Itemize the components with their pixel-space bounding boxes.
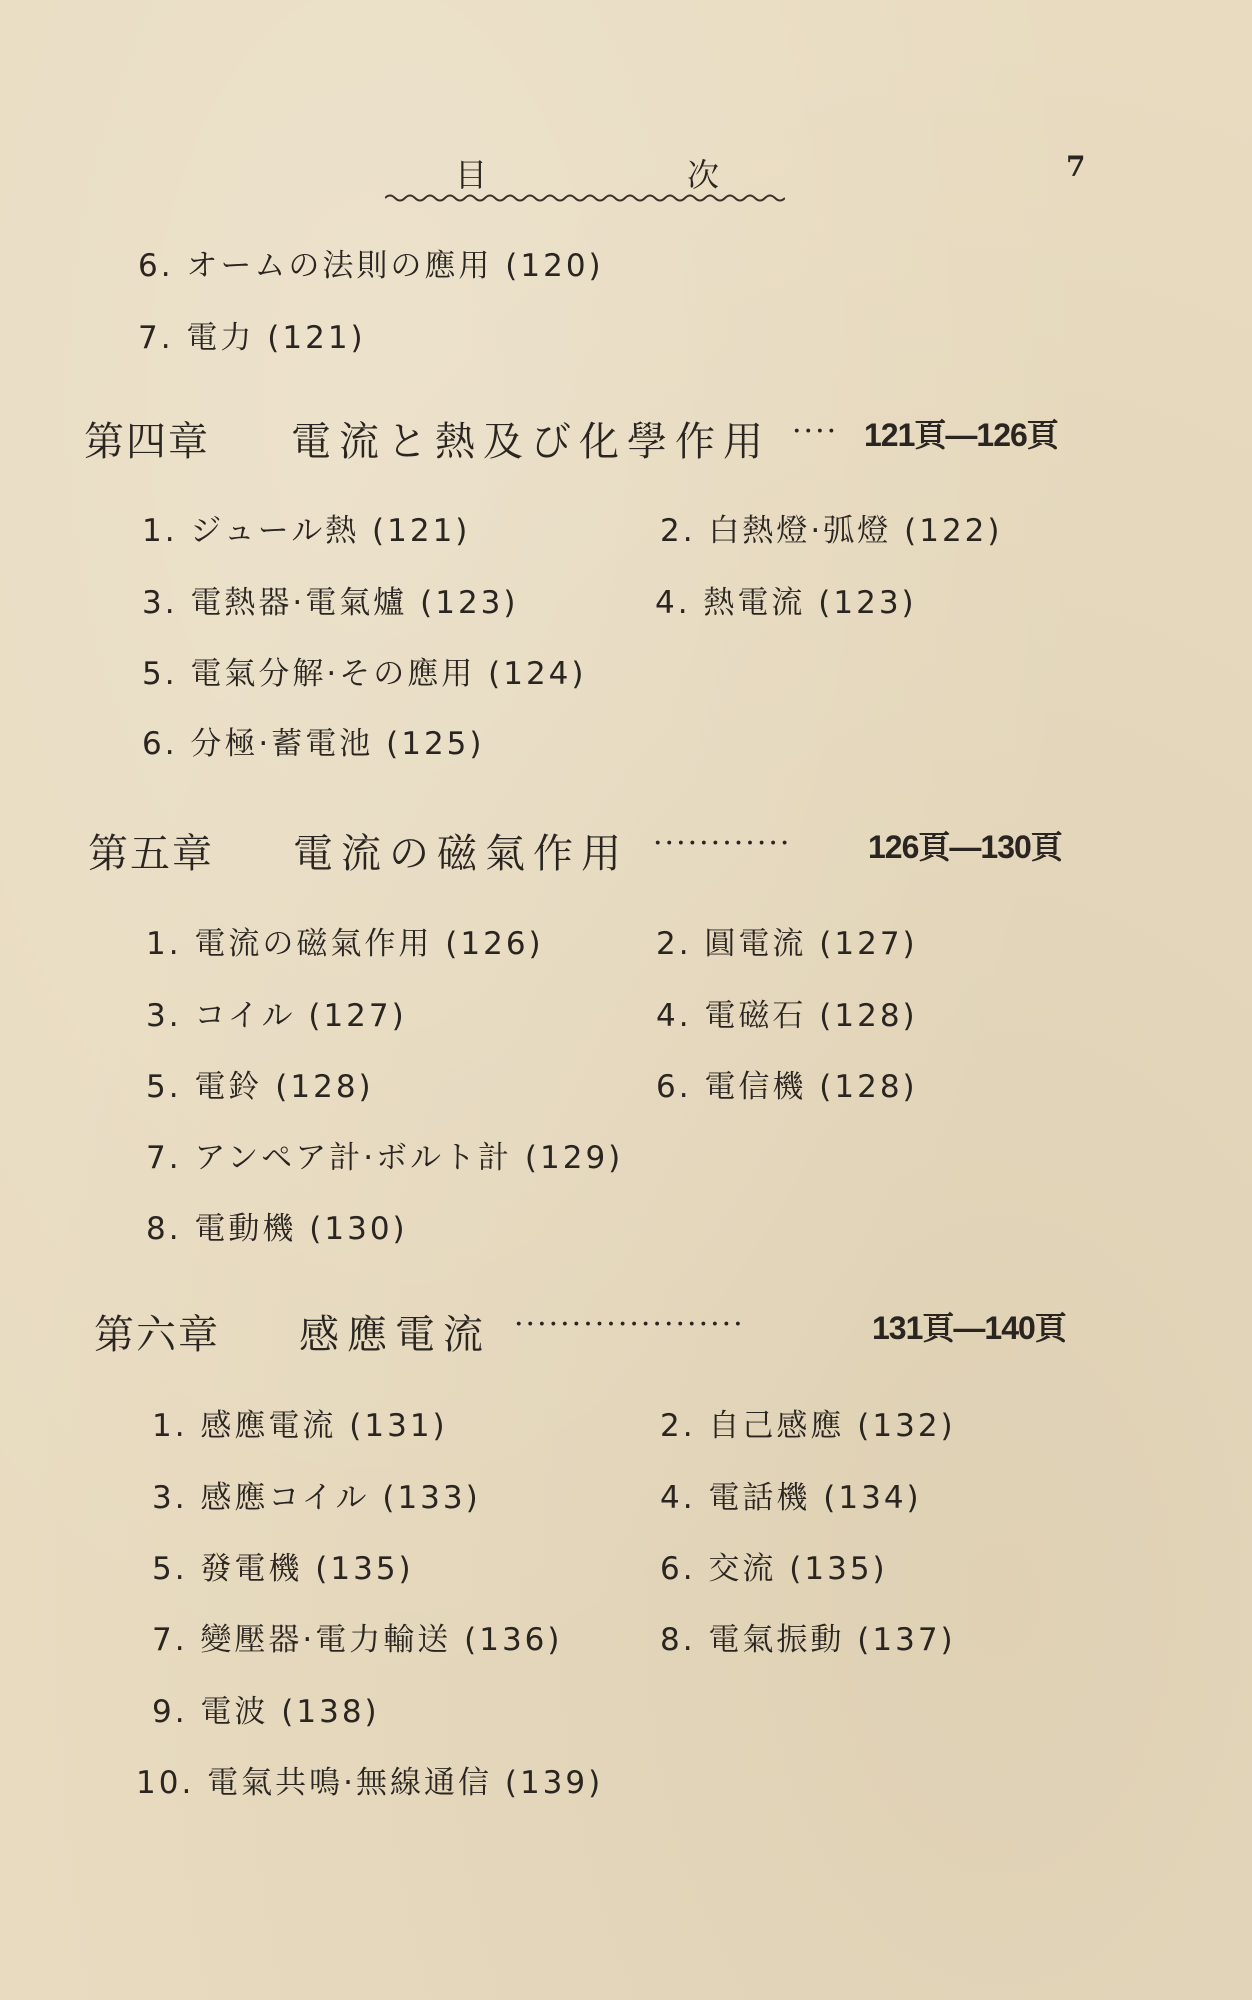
chapter-heading-4	[84, 410, 1058, 467]
running-title-right: 次	[687, 156, 720, 194]
chapter-page-range: 126頁—130頁	[868, 829, 1062, 865]
toc-entry: 5. 電鈴 (128)	[146, 1069, 374, 1105]
running-title-left: 目	[455, 156, 488, 194]
chapter-heading-6	[94, 1303, 1066, 1360]
chapter-page-range: 131頁—140頁	[872, 1310, 1066, 1346]
chapter-heading-5	[88, 822, 1062, 879]
toc-entry: 8. 電動機 (130)	[146, 1211, 408, 1247]
toc-entry: 9. 電波 (138)	[152, 1694, 380, 1730]
page-number: 7	[1066, 150, 1086, 183]
toc-entry: 7. 電力 (121)	[138, 320, 366, 356]
chapter-title: 電流の磁氣作用	[293, 831, 629, 877]
chapter-label: 第四章	[84, 419, 210, 465]
toc-entry: 6. 分極·蓄電池 (125)	[142, 726, 485, 762]
chapter-label: 第五章	[88, 831, 214, 877]
toc-entry: 4. 熱電流 (123)	[655, 585, 917, 621]
toc-entry: 3. 感應コイル (133)	[152, 1480, 481, 1516]
toc-entry: 3. 電熱器·電氣爐 (123)	[142, 585, 519, 621]
toc-entry: 6. オームの法則の應用 (120)	[138, 248, 604, 284]
toc-entry: 2. 自己感應 (132)	[660, 1408, 956, 1444]
toc-entry: 1. 電流の磁氣作用 (126)	[146, 926, 544, 962]
toc-entry: 4. 電磁石 (128)	[656, 998, 918, 1034]
toc-entry: 1. 感應電流 (131)	[152, 1408, 448, 1444]
toc-entry: 1. ジュール熱 (121)	[142, 513, 471, 549]
toc-entry: 2. 圓電流 (127)	[656, 926, 918, 962]
toc-entry: 7. 變壓器·電力輸送 (136)	[152, 1622, 563, 1658]
toc-entry: 4. 電話機 (134)	[660, 1480, 922, 1516]
toc-entry: 5. 電氣分解·その應用 (124)	[142, 656, 587, 692]
toc-entry: 8. 電氣振動 (137)	[660, 1622, 956, 1658]
toc-entry: 6. 電信機 (128)	[656, 1069, 918, 1105]
leader-dots: ····················	[514, 1307, 745, 1342]
chapter-title: 感應電流	[299, 1312, 491, 1358]
toc-entry: 5. 發電機 (135)	[152, 1551, 414, 1587]
toc-entry: 3. コイル (127)	[146, 998, 407, 1034]
page-header	[0, 150, 1252, 200]
chapter-label: 第六章	[94, 1312, 220, 1358]
leader-dots: ············	[653, 826, 792, 861]
toc-entry: 7. アンペア計·ボルト計 (129)	[146, 1140, 624, 1176]
wavy-underline	[385, 192, 785, 204]
chapter-page-range: 121頁—126頁	[864, 417, 1058, 453]
toc-entry: 2. 白熱燈·弧燈 (122)	[660, 513, 1003, 549]
toc-entry: 6. 交流 (135)	[660, 1551, 888, 1587]
toc-entry: 10. 電氣共鳴·無線通信 (139)	[136, 1765, 604, 1801]
leader-dots: ····	[792, 414, 839, 449]
chapter-title: 電流と熱及び化學作用	[291, 419, 771, 465]
